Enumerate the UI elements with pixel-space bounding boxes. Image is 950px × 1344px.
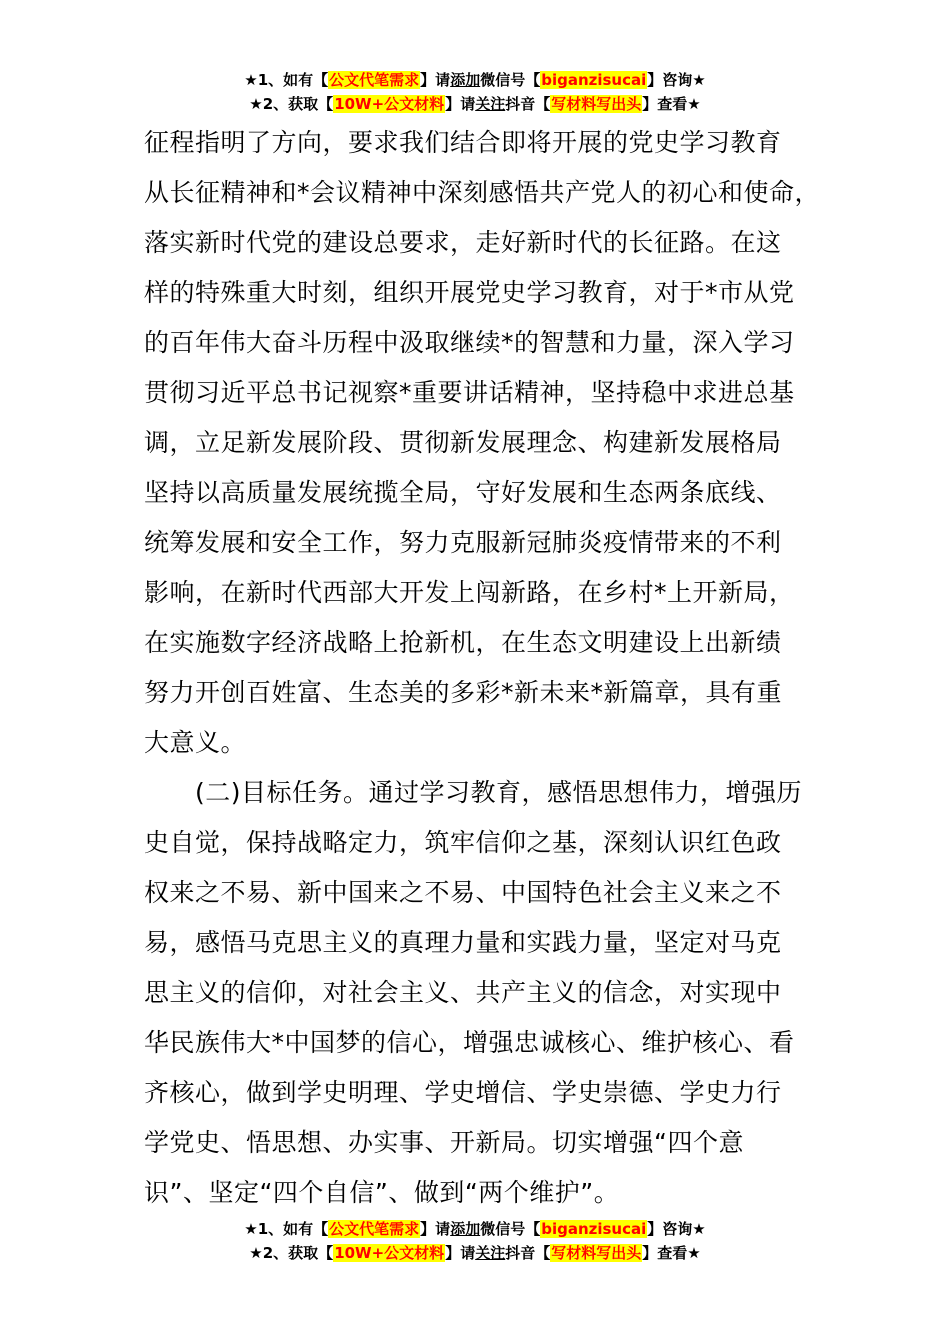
- banner-text: 微信号【: [480, 71, 541, 89]
- section-heading-line: (二)目标任务。通过学习教育，感悟思想伟力，增强历: [144, 778, 803, 807]
- banner-text: 】请: [420, 71, 451, 89]
- banner-text: 】请: [445, 95, 476, 113]
- banner-text: 】查看★: [642, 95, 701, 113]
- banner-text: 抖音【: [505, 95, 551, 113]
- banner-highlight: 10W+公文材料: [334, 1244, 445, 1262]
- body-line: 贯彻习近平总书记视察*重要讲话精神，坚持稳中求进总基: [144, 378, 795, 407]
- body-line: 权来之不易、新中国来之不易、中国特色社会主义来之不: [144, 878, 782, 907]
- banner-underlined-text: 关注: [475, 1244, 506, 1262]
- banner-highlight: biganzisucai: [541, 1220, 647, 1238]
- body-line: 统筹发展和安全工作，努力克服新冠肺炎疫情带来的不利: [144, 528, 782, 557]
- banner-text: ★1、如有【: [244, 1220, 329, 1238]
- banner-underlined-text: 关注: [475, 95, 506, 113]
- footer-banner: [0, 1217, 950, 1265]
- body-line: 调，立足新发展阶段、贯彻新发展理念、构建新发展格局: [144, 428, 782, 457]
- banner-underlined-text: 添加: [450, 1220, 481, 1238]
- document-body: [144, 118, 844, 1218]
- body-line: 齐核心，做到学史明理、学史增信、学史崇德、学史力行: [144, 1078, 782, 1107]
- banner-line-2: [0, 92, 950, 116]
- body-line: 落实新时代党的建设总要求，走好新时代的长征路。在这: [144, 228, 782, 257]
- banner-line-1: [0, 68, 950, 92]
- body-line: 影响，在新时代西部大开发上闯新路，在乡村*上开新局，: [144, 578, 795, 607]
- banner-text: 】咨询★: [647, 1220, 706, 1238]
- banner-text: ★2、获取【: [249, 95, 334, 113]
- banner-text: 微信号【: [480, 1220, 541, 1238]
- banner-highlight: biganzisucai: [541, 71, 647, 89]
- banner-text: 】查看★: [642, 1244, 701, 1262]
- banner-text: ★1、如有【: [244, 71, 329, 89]
- body-line: 的百年伟大奋斗历程中汲取继续*的智慧和力量，深入学习: [144, 328, 795, 357]
- body-line: 学党史、悟思想、办实事、开新局。切实增强“四个意: [144, 1128, 744, 1157]
- body-line: 思主义的信仰，对社会主义、共产主义的信念，对实现中: [144, 978, 782, 1007]
- banner-highlight: 公文代笔需求: [329, 71, 420, 89]
- body-line: 易，感悟马克思主义的真理力量和实践力量，坚定对马克: [144, 928, 782, 957]
- banner-highlight: 10W+公文材料: [334, 95, 445, 113]
- banner-text: 】咨询★: [647, 71, 706, 89]
- body-line: 努力开创百姓富、生态美的多彩*新未来*新篇章，具有重: [144, 678, 783, 707]
- body-line: 样的特殊重大时刻，组织开展党史学习教育，对于*市从党: [144, 278, 795, 307]
- body-line: 征程指明了方向，要求我们结合即将开展的党史学习教育: [144, 128, 782, 157]
- banner-highlight: 写材料写出头: [551, 1244, 642, 1262]
- banner-underlined-text: 添加: [450, 71, 481, 89]
- body-line: 从长征精神和*会议精神中深刻感悟共产党人的初心和使命，: [144, 178, 821, 207]
- banner-text: 抖音【: [505, 1244, 551, 1262]
- banner-highlight: 公文代笔需求: [329, 1220, 420, 1238]
- body-line: 坚持以高质量发展统揽全局，守好发展和生态两条底线、: [144, 478, 782, 507]
- banner-highlight: 写材料写出头: [551, 95, 642, 113]
- body-line: 在实施数字经济战略上抢新机，在生态文明建设上出新绩: [144, 628, 782, 657]
- banner-text: ★2、获取【: [249, 1244, 334, 1262]
- header-banner: [0, 68, 950, 116]
- body-line: 识”、坚定“四个自信”、做到“两个维护”。: [144, 1178, 620, 1207]
- body-line: 大意义。: [144, 728, 247, 757]
- banner-line-2: [0, 1241, 950, 1265]
- banner-text: 】请: [420, 1220, 451, 1238]
- banner-line-1: [0, 1217, 950, 1241]
- body-line: 华民族伟大*中国梦的信心，增强忠诚核心、维护核心、看: [144, 1028, 795, 1057]
- banner-text: 】请: [445, 1244, 476, 1262]
- body-line: 史自觉，保持战略定力，筑牢信仰之基，深刻认识红色政: [144, 828, 782, 857]
